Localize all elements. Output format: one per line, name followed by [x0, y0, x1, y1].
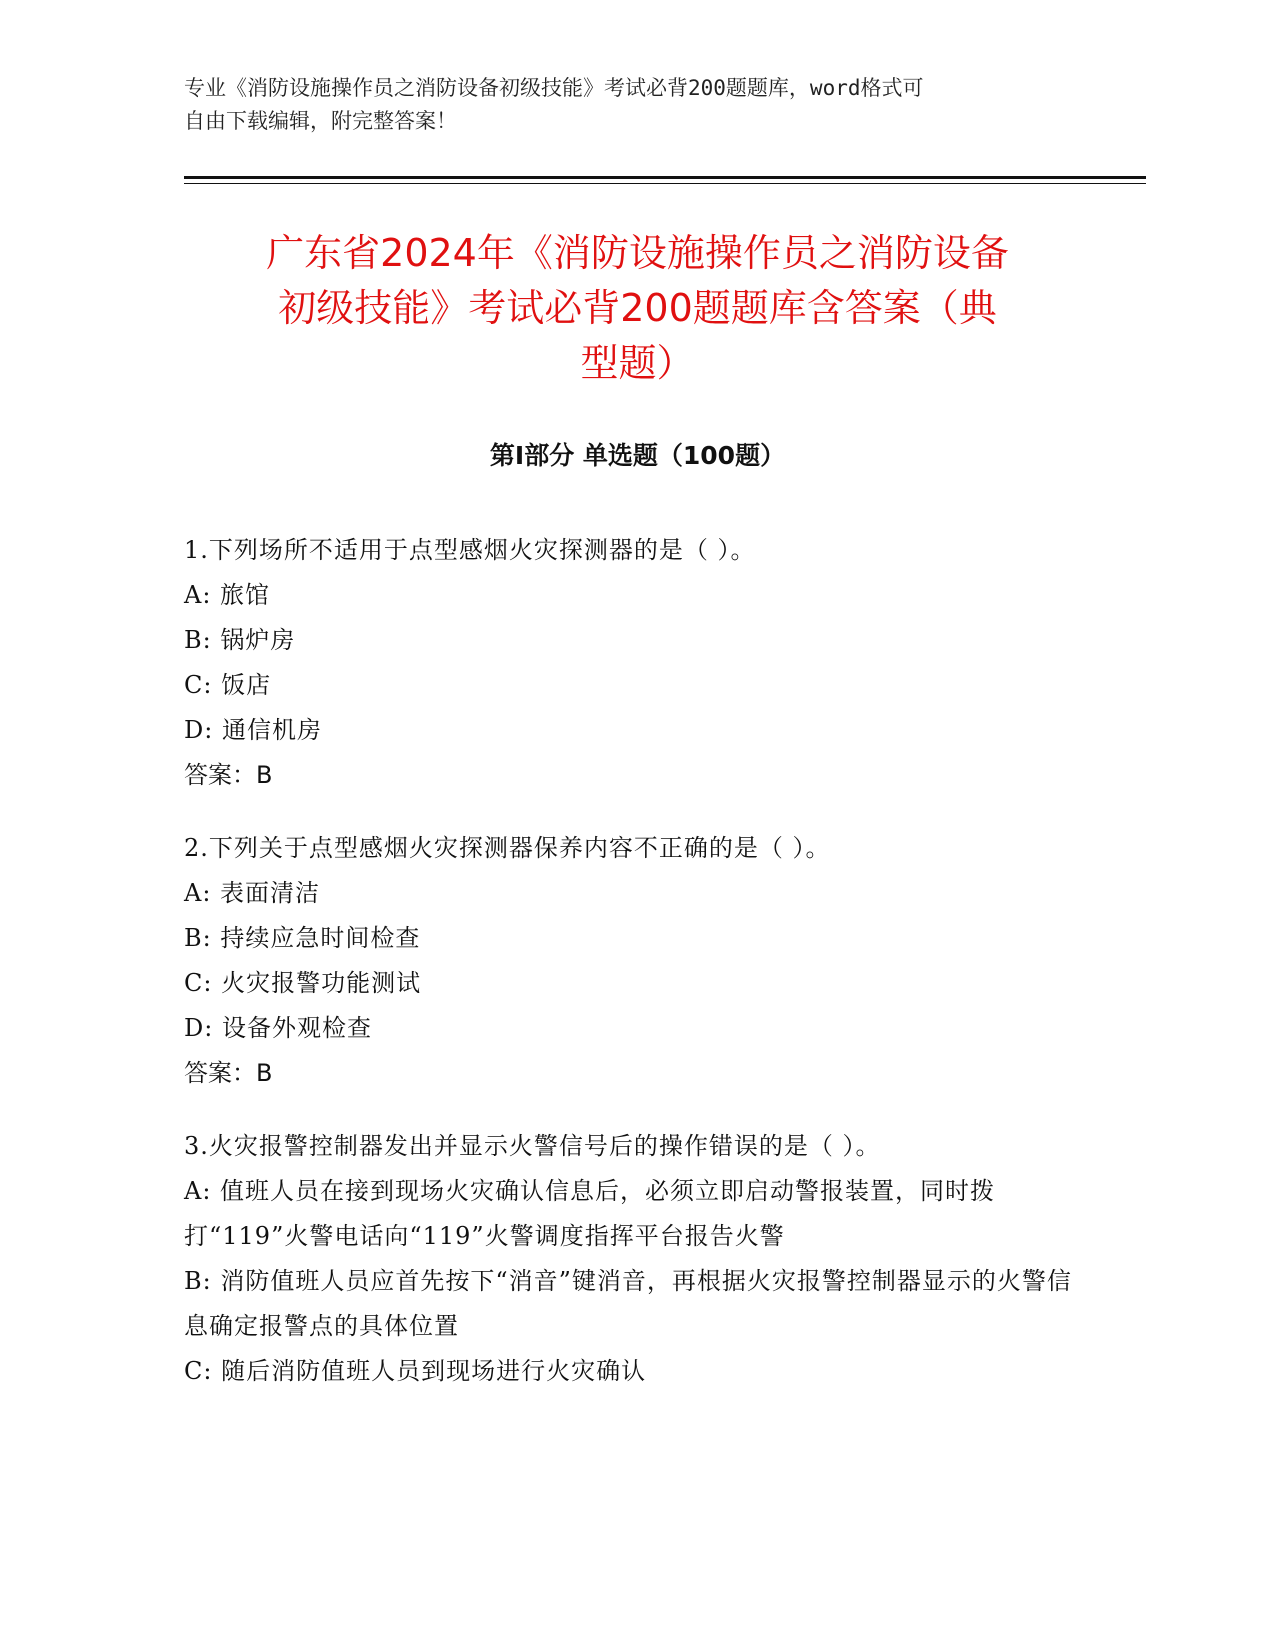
document-title-line-1: 广东省2024年《消防设施操作员之消防设备: [266, 231, 1009, 275]
option-d: D: 设备外观检查: [184, 1014, 372, 1042]
header-divider-thick: [184, 176, 1146, 179]
header-note-line-2: 自由下载编辑，附完整答案！: [184, 109, 457, 133]
option-c: C: 火灾报警功能测试: [184, 969, 422, 997]
header-note: [184, 72, 1064, 138]
section-title: 第I部分 单选题（100题）: [489, 441, 786, 470]
question-stem: 1.下列场所不适用于点型感烟火灾探测器的是（ ）。: [184, 536, 756, 564]
question-list: [184, 528, 1084, 1422]
question-3: [184, 1124, 1084, 1394]
option-a: A: 表面清洁: [184, 879, 321, 907]
option-a: A: 旅馆: [184, 581, 271, 609]
header-divider-thin: [184, 183, 1146, 184]
question-2: [184, 826, 1084, 1096]
option-b: B: 持续应急时间检查: [184, 924, 421, 952]
question-1: [184, 528, 1084, 798]
option-c: C: 随后消防值班人员到现场进行火灾确认: [184, 1357, 647, 1385]
header-note-line-1: 专业《消防设施操作员之消防设备初级技能》考试必背200题题库，word格式可: [184, 76, 924, 100]
answer: 答案：B: [184, 1059, 273, 1087]
document-title: [150, 226, 1125, 391]
option-a: A: 值班人员在接到现场火灾确认信息后，必须立即启动警报装置，同时拨打“119”火警电话向“119”火警调度指挥平台报告火警: [184, 1177, 996, 1250]
option-b: B: 锅炉房: [184, 626, 296, 654]
document-title-line-2: 初级技能》考试必背200题题库含答案（典: [278, 286, 997, 330]
question-stem: 3.火灾报警控制器发出并显示火警信号后的操作错误的是（ ）。: [184, 1132, 881, 1160]
option-b: B: 消防值班人员应首先按下“消音”键消音，再根据火灾报警控制器显示的火警信息确定报警点的具体位置: [184, 1267, 1072, 1340]
answer: 答案：B: [184, 761, 273, 789]
document-title-line-3: 型题）: [580, 341, 695, 385]
question-stem: 2.下列关于点型感烟火灾探测器保养内容不正确的是（ ）。: [184, 834, 831, 862]
option-c: C: 饭店: [184, 671, 272, 699]
option-d: D: 通信机房: [184, 716, 322, 744]
